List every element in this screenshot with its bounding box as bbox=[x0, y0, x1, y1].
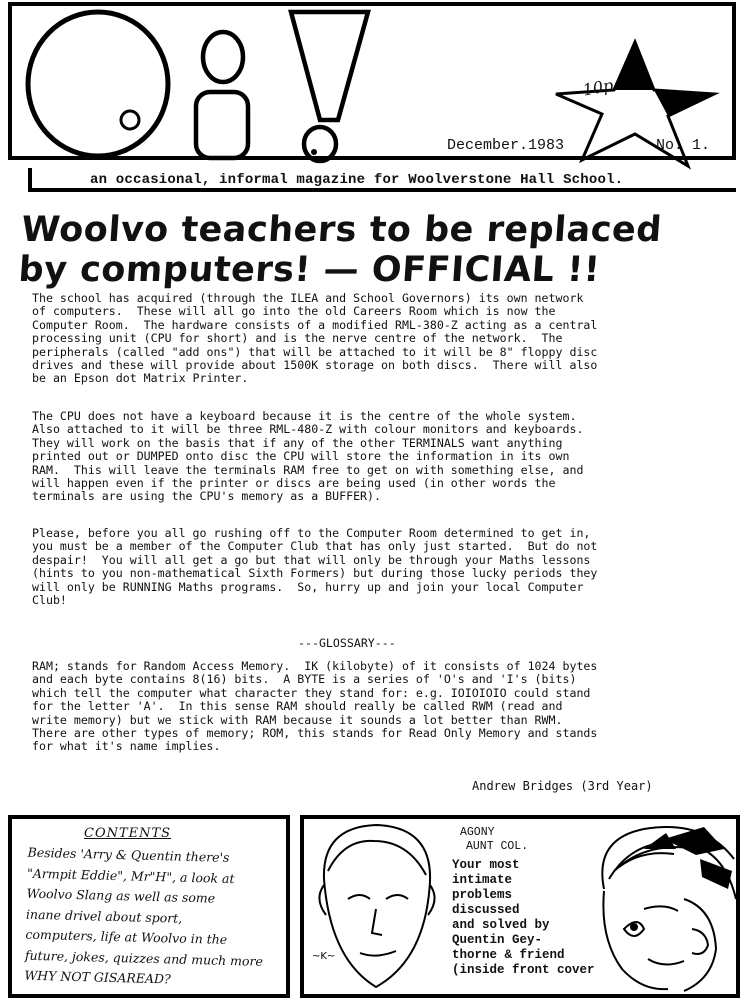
agony-line: Your most bbox=[452, 858, 520, 872]
glossary-text: RAM; stands for Random Access Memory. IK (kilobyte) of it consists of 1024 bytes and each byte contains 8(16) bits. A BYTE is a series of 'O's and 'I's (bits) which tell the computer what character they stand for: e.g. IOIOIOIO could stand for the letter 'A'. In this sense RAM should really be called RWM (read and write memory) but we stick with RAM because it sounds a lot better than RWM. There are other types of memory; ROM, this stands for Read Only Memory and stands for what it's name implies. bbox=[32, 659, 598, 754]
article-paragraph-1: The school has acquired (through the ILEA and School Governors) its own network of computers. These will all go into the old Careers Room which is now the Computer Room. The hardware consists of a modified RML-380-Z acting as a central processing unit (CPU for short) and is the nerve centre of the network. The peripherals (called "add ons") that will be attached to it will be 8" floppy disc drives and these will provide about 1500K storage on both discs. There will also be an Epson dot Matrix Printer. bbox=[32, 291, 598, 386]
agony-title-line-2: AUNT COL. bbox=[466, 840, 529, 853]
issue-number: No. 1. bbox=[656, 137, 711, 154]
article-headline bbox=[17, 210, 738, 290]
article-byline: Andrew Bridges (3rd Year) bbox=[472, 779, 653, 793]
contents-line: "Armpit Eddie", Mr"H", a look at bbox=[26, 865, 235, 886]
agony-line: intimate bbox=[452, 873, 513, 887]
face-drawing-left bbox=[319, 825, 434, 987]
logo-letter-o bbox=[28, 12, 168, 156]
contents-line: Woolvo Slang as well as some bbox=[26, 885, 216, 906]
agony-text bbox=[452, 858, 595, 978]
price-label: 10p bbox=[581, 75, 615, 100]
masthead-logo bbox=[8, 2, 736, 172]
contents-line: future, jokes, quizzes and much more bbox=[24, 947, 264, 969]
agony-title bbox=[460, 826, 528, 854]
contents-line: WHY NOT GISAREAD? bbox=[24, 967, 171, 987]
agony-title-line-1: AGONY bbox=[460, 826, 495, 839]
contents-line: inane drivel about sport, bbox=[25, 906, 183, 926]
glossary-title: ---GLOSSARY--- bbox=[298, 636, 396, 650]
issue-date: December.1983 bbox=[447, 137, 565, 154]
article-paragraph-2: The CPU does not have a keyboard because it is the centre of the whole system. Also attached to it will be three RML-480-Z with colour monitors and keyboards. They will work on the basis that if any of the other TERMINALS want anything printed out or DUMPED onto disc the CPU will store the information in its own RAM. This will leave the terminals RAM free to get on with something else, and will happen even if the printer or discs are being used (in other words the terminals are using the CPU's memory as a BUFFER). bbox=[32, 409, 584, 504]
agony-line: (inside front cover bbox=[452, 963, 595, 977]
face-drawing-right bbox=[602, 827, 736, 991]
logo-letter-i bbox=[196, 32, 248, 158]
agony-line: problems bbox=[452, 888, 513, 902]
contents-line: computers, life at Woolvo in the bbox=[25, 926, 228, 947]
agony-line: Quentin Gey- bbox=[452, 933, 543, 947]
headline-line-2: by computers! — OFFICIAL !! bbox=[17, 250, 602, 290]
logo-exclamation bbox=[291, 12, 368, 161]
contents-title: CONTENTS bbox=[84, 826, 172, 841]
contents-text bbox=[24, 843, 283, 993]
agony-line: thorne & friend bbox=[452, 948, 565, 962]
headline-line-1: Woolvo teachers to be replaced bbox=[20, 210, 664, 250]
signature-mark: ~K~ bbox=[312, 951, 336, 962]
agony-line: and solved by bbox=[452, 918, 550, 932]
tagline: an occasional, informal magazine for Woolverstone Hall School. bbox=[90, 172, 624, 188]
contents-line: Besides 'Arry & Quentin there's bbox=[27, 844, 230, 865]
article-paragraph-3: Please, before you all go rushing off to the Computer Room determined to get in, you must be a member of the Computer Club that has only just started. But do not despair! You will all get a go but that will only be through your Maths lessons (hints to you non-mathematical Sixth Formers) but during those lucky periods they will only be RUNNING Maths programs. So, hurry up and join your local Computer Club! bbox=[32, 526, 598, 608]
agony-line: discussed bbox=[452, 903, 520, 917]
